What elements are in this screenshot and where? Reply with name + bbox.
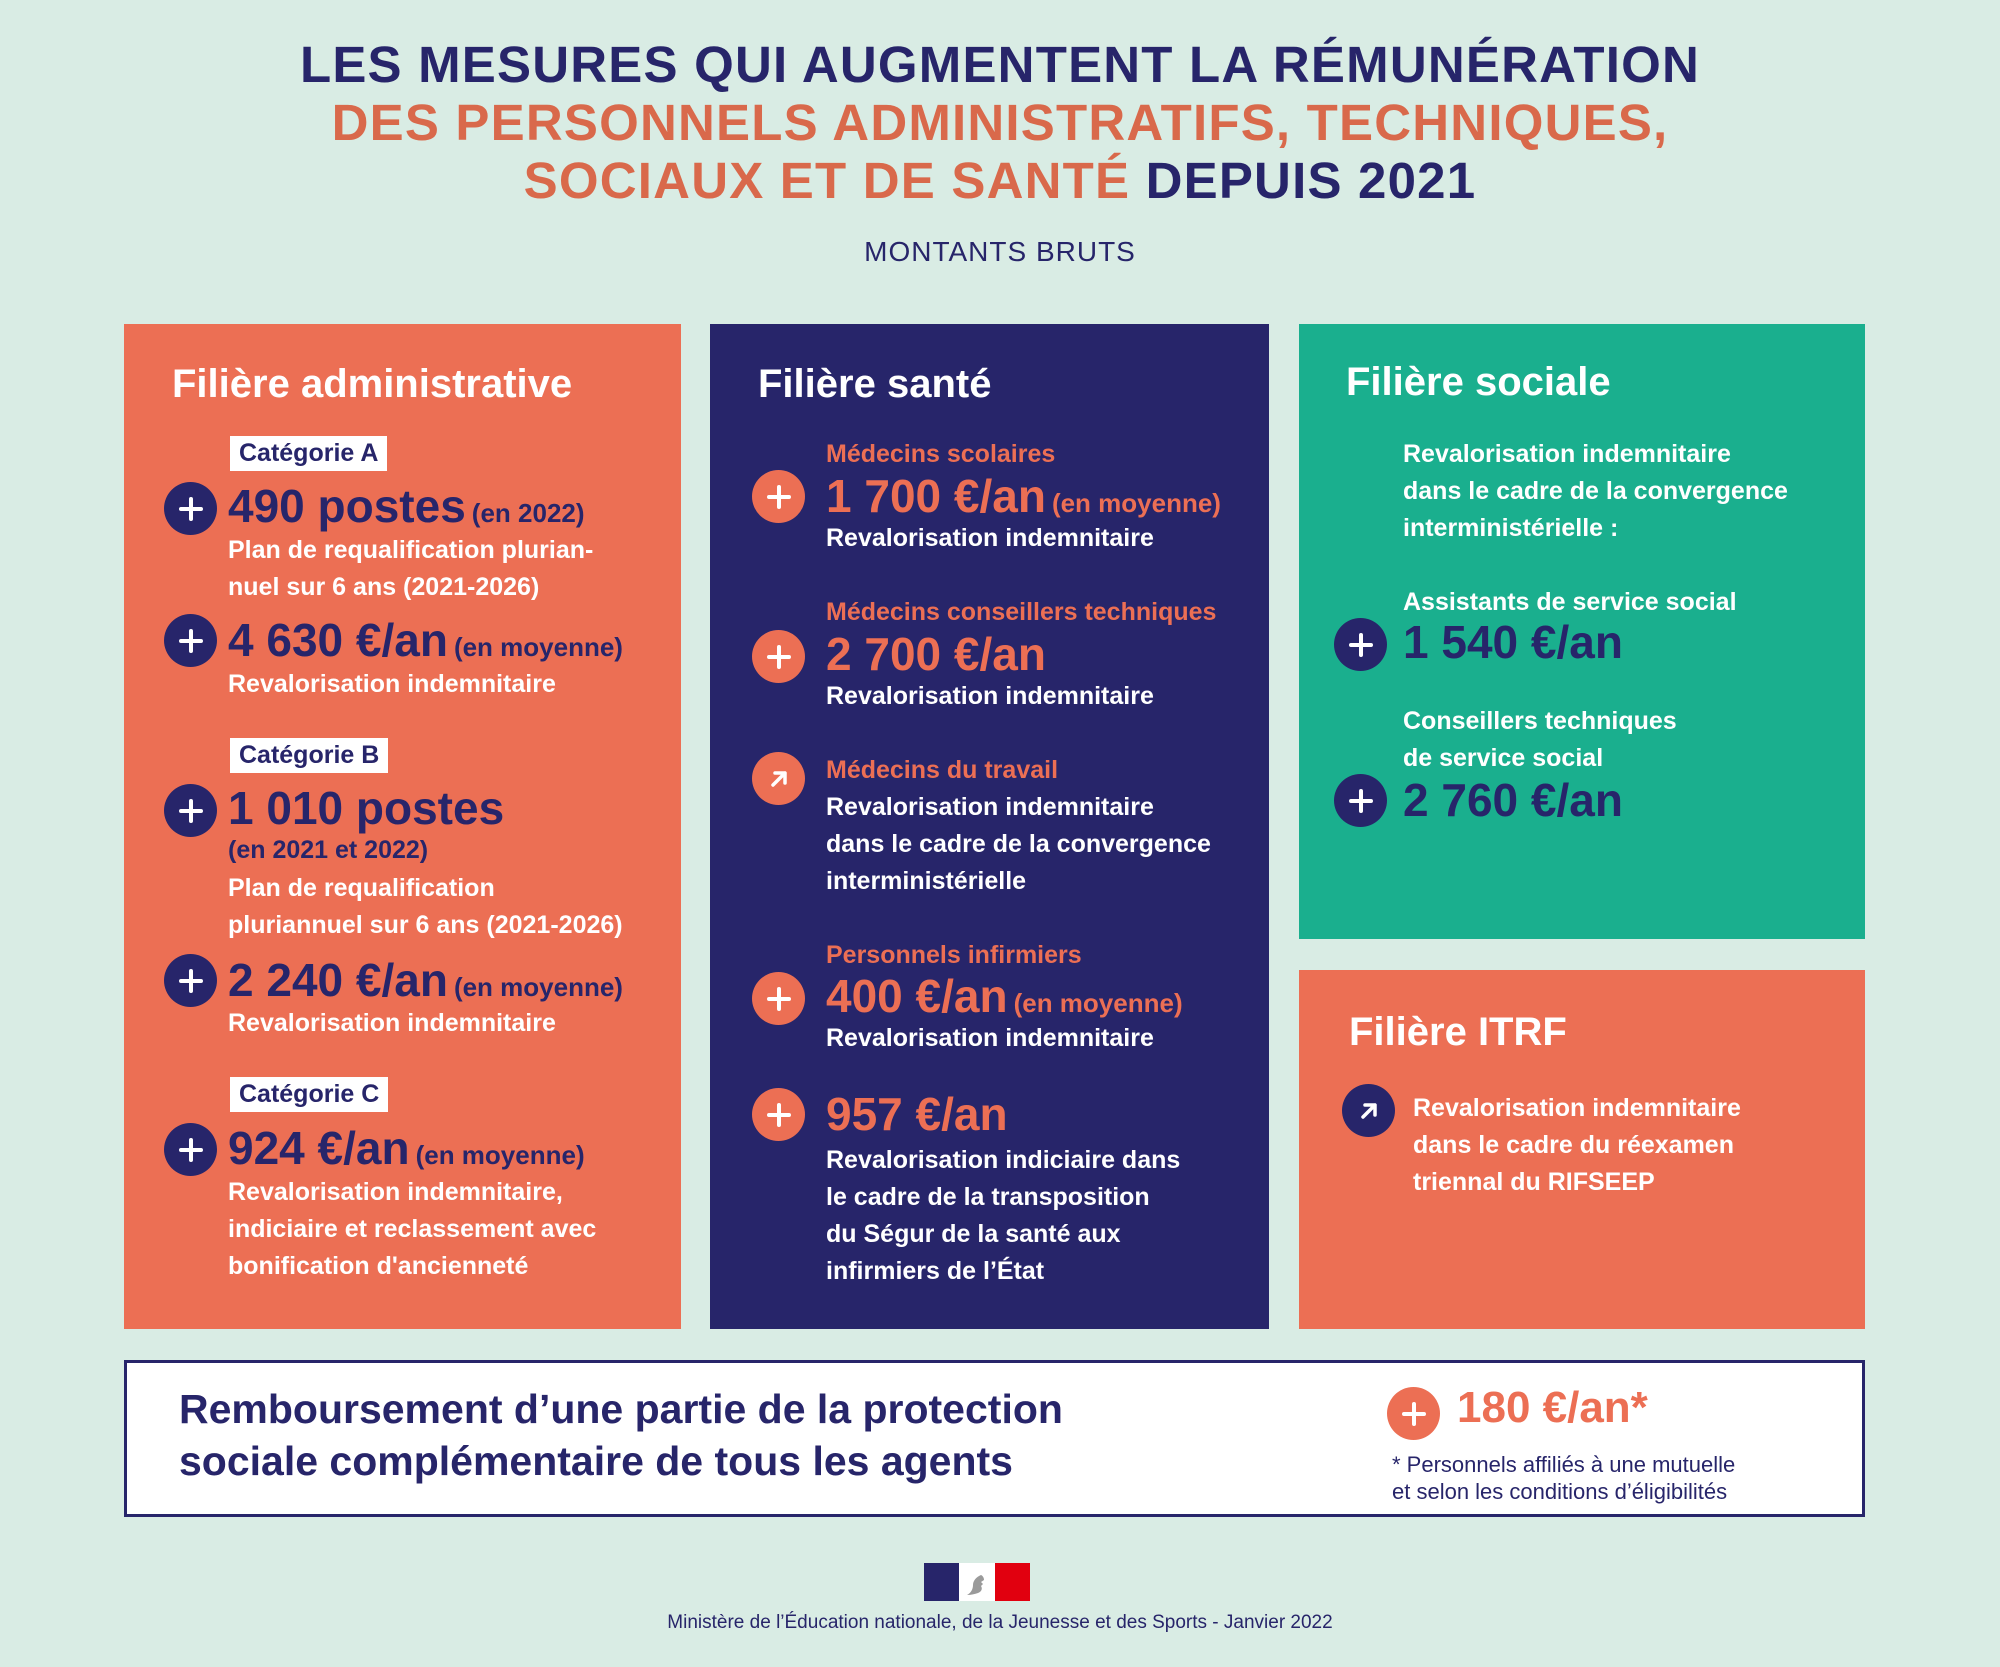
amount-value: 2 240 €/an bbox=[228, 954, 448, 1006]
desc-line: Revalorisation indemnitaire bbox=[826, 1024, 1154, 1052]
title-line-3-coral: SOCIAUX ET DE SANTÉ bbox=[523, 152, 1131, 209]
desc-line: interministérielle bbox=[826, 867, 1027, 895]
label-medecins-scolaires: Médecins scolaires bbox=[826, 440, 1056, 468]
amount-180: 180 €/an* bbox=[1457, 1383, 1648, 1432]
panel-sante bbox=[710, 324, 1269, 1329]
panel-title-sociale: Filière sociale bbox=[1346, 360, 1611, 404]
footnote-line: * Personnels affiliés à une mutuelle bbox=[1392, 1452, 1736, 1477]
amount-2700: 2 700 €/an bbox=[826, 628, 1046, 680]
desc-line: Plan de requalification plurian- bbox=[228, 536, 594, 564]
label-conseillers: de service social bbox=[1403, 744, 1604, 772]
amount-2760: 2 760 €/an bbox=[1403, 774, 1623, 826]
desc-line: le cadre de la transposition bbox=[826, 1183, 1150, 1211]
arrow-up-right-icon bbox=[1342, 1084, 1395, 1137]
plus-icon bbox=[164, 614, 217, 667]
amount-note: (en moyenne) bbox=[415, 1140, 585, 1170]
panel-itrf bbox=[1299, 970, 1865, 1329]
bottom-text-line: sociale complémentaire de tous les agents bbox=[179, 1438, 1013, 1484]
label-medecins-travail: Médecins du travail bbox=[826, 756, 1059, 784]
plus-icon bbox=[1387, 1387, 1440, 1440]
footer-text: Ministère de l’Éducation nationale, de la Jeunesse et des Sports - Janvier 2022 bbox=[667, 1612, 1333, 1633]
amount-4630 bbox=[228, 614, 623, 673]
desc-line: nuel sur 6 ans (2021-2026) bbox=[228, 573, 540, 601]
desc-line: Revalorisation indemnitaire bbox=[826, 524, 1154, 552]
amount-value: 400 €/an bbox=[826, 970, 1008, 1022]
amount-note: (en 2021 et 2022) bbox=[228, 836, 429, 864]
desc-line: Revalorisation indemnitaire bbox=[826, 682, 1154, 710]
amount-1010-postes: 1 010 postes bbox=[228, 782, 505, 834]
desc-line: Revalorisation indemnitaire bbox=[826, 793, 1154, 821]
subtitle: MONTANTS BRUTS bbox=[864, 236, 1136, 267]
panel-title-itrf: Filière ITRF bbox=[1349, 1010, 1567, 1054]
desc-line: Revalorisation indemnitaire bbox=[1413, 1094, 1741, 1122]
title-line-3-navy: DEPUIS 2021 bbox=[1145, 152, 1477, 209]
title-line-1: LES MESURES QUI AUGMENTENT LA RÉMUNÉRATION bbox=[299, 36, 1701, 93]
label-personnels-infirmiers: Personnels infirmiers bbox=[826, 941, 1082, 969]
desc-line: Revalorisation indiciaire dans bbox=[826, 1146, 1181, 1174]
plus-icon bbox=[164, 784, 217, 837]
bottom-box bbox=[124, 1360, 1865, 1517]
badge-categorie-c: Catégorie C bbox=[230, 1077, 388, 1112]
panel-title-administrative: Filière administrative bbox=[172, 362, 573, 406]
desc-line: Revalorisation indemnitaire bbox=[1403, 440, 1731, 468]
logo-white-band bbox=[959, 1563, 994, 1601]
desc-line: Revalorisation indemnitaire, bbox=[228, 1178, 563, 1206]
amount-490-postes bbox=[228, 480, 585, 539]
panel-sociale bbox=[1299, 324, 1865, 939]
plus-icon bbox=[752, 470, 805, 523]
bottom-text-line: Remboursement d’une partie de la protection bbox=[179, 1386, 1063, 1432]
amount-note: (en moyenne) bbox=[1013, 988, 1183, 1018]
plus-icon bbox=[164, 1123, 217, 1176]
footnote-line: et selon les conditions d’éligibilités bbox=[1392, 1479, 1728, 1504]
plus-icon bbox=[164, 482, 217, 535]
plus-icon bbox=[752, 630, 805, 683]
plus-icon bbox=[752, 972, 805, 1025]
panel-administrative bbox=[124, 324, 681, 1329]
desc-line: dans le cadre du réexamen bbox=[1413, 1131, 1734, 1159]
desc-line: infirmiers de l’État bbox=[826, 1257, 1045, 1285]
desc-line: Plan de requalification bbox=[228, 874, 495, 902]
amount-957: 957 €/an bbox=[826, 1088, 1008, 1140]
amount-note: (en moyenne) bbox=[1051, 488, 1221, 518]
amount-value: 490 postes bbox=[228, 480, 466, 532]
footnote bbox=[1392, 1451, 1735, 1505]
plus-icon bbox=[164, 954, 217, 1007]
title-line-3 bbox=[0, 152, 2000, 210]
desc-line: bonification d'ancienneté bbox=[228, 1252, 529, 1280]
label-assistants: Assistants de service social bbox=[1403, 588, 1737, 616]
plus-icon bbox=[752, 1088, 805, 1141]
amount-1540: 1 540 €/an bbox=[1403, 616, 1623, 668]
desc-line: du Ségur de la santé aux bbox=[826, 1220, 1121, 1248]
desc-line: Revalorisation indemnitaire bbox=[228, 670, 556, 698]
amount-note: (en moyenne) bbox=[453, 972, 623, 1002]
page-header bbox=[0, 36, 2000, 210]
desc-line: dans le cadre de la convergence bbox=[826, 830, 1211, 858]
amount-note: (en 2022) bbox=[471, 498, 585, 528]
arrow-up-right-icon bbox=[752, 752, 805, 805]
desc-line: dans le cadre de la convergence bbox=[1403, 477, 1788, 505]
plus-icon bbox=[1334, 618, 1387, 671]
desc-line: Revalorisation indemnitaire bbox=[228, 1009, 556, 1037]
desc-line: triennal du RIFSEEP bbox=[1413, 1168, 1655, 1196]
badge-categorie-a: Catégorie A bbox=[230, 436, 387, 471]
label-conseillers: Conseillers techniques bbox=[1403, 707, 1677, 735]
amount-value: 4 630 €/an bbox=[228, 614, 448, 666]
bottom-text bbox=[179, 1383, 1063, 1487]
logo-blue-band bbox=[924, 1563, 959, 1601]
logo-red-band bbox=[995, 1563, 1030, 1601]
plus-icon bbox=[1334, 774, 1387, 827]
amount-value: 1 700 €/an bbox=[826, 470, 1046, 522]
badge-categorie-b: Catégorie B bbox=[230, 738, 388, 773]
label-medecins-conseillers: Médecins conseillers techniques bbox=[826, 598, 1217, 626]
amount-924 bbox=[228, 1122, 585, 1181]
amount-note: (en moyenne) bbox=[453, 632, 623, 662]
panel-title-sante: Filière santé bbox=[758, 362, 992, 406]
marianne-logo bbox=[924, 1563, 1030, 1601]
amount-value: 924 €/an bbox=[228, 1122, 410, 1174]
title-line-2: DES PERSONNELS ADMINISTRATIFS, TECHNIQUES, bbox=[331, 94, 1669, 151]
desc-line: interministérielle : bbox=[1403, 514, 1619, 542]
desc-line: pluriannuel sur 6 ans (2021-2026) bbox=[228, 911, 623, 939]
desc-line: indiciaire et reclassement avec bbox=[228, 1215, 597, 1243]
